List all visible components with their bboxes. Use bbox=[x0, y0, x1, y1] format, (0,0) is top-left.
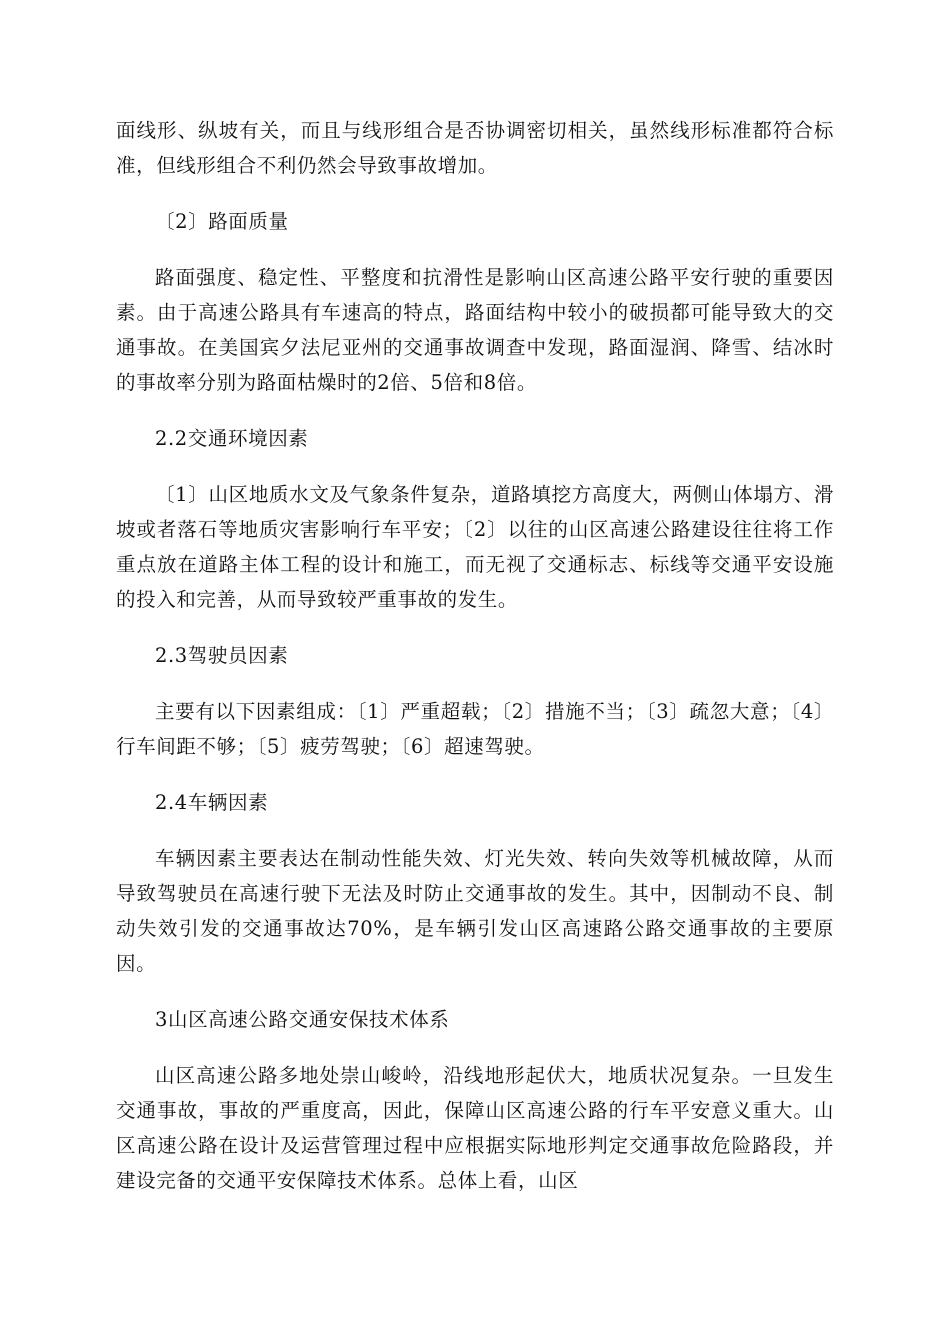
section-heading-safety-system: 3山区高速公路交通安保技术体系 bbox=[155, 1008, 450, 1031]
paragraph-traffic-environment: 〔1〕山区地质水文及气象条件复杂，道路填挖方高度大，两侧山体塌方、滑坡或者落石等地质灾害影响行车平安；〔2〕以往的山区高速公路建设往往将工作重点放在道路主体工程的设计和施工，而无视了交通标志、标线等交通平安设施的投入和完善，从而导致较严重事故的发生。 bbox=[116, 483, 834, 611]
paragraph-safety-system: 山区高速公路多地处崇山峻岭，沿线地形起伏大，地质状况复杂。一旦发生交通事故，事故的严重度高，因此，保障山区高速公路的行车平安意义重大。山区高速公路在设计及运营管理过程中应根据实际地形判定交通事故危险路段，并建设完备的交通平安保障技术体系。总体上看，山区 bbox=[116, 1064, 834, 1192]
paragraph-pavement-quality: 路面强度、稳定性、平整度和抗滑性是影响山区高速公路平安行驶的重要因素。由于高速公路具有车速高的特点，路面结构中较小的破损都可能导致大的交通事故。在美国宾夕法尼亚州的交通事故调查中发现，路面湿润、降雪、结冰时的事故率分别为路面枯燥时的2倍、5倍和8倍。 bbox=[116, 266, 834, 394]
paragraph-vehicle-factors: 车辆因素主要表达在制动性能失效、灯光失效、转向失效等机械故障，从而导致驾驶员在高速行驶下无法及时防止交通事故的发生。其中，因制动不良、制动失效引发的交通事故达70%，是车辆引发山区高速路公路交通事故的主要原因。 bbox=[116, 847, 834, 975]
document-body bbox=[116, 113, 834, 1198]
section-heading-vehicle-factors: 2.4车辆因素 bbox=[155, 791, 269, 814]
section-heading-traffic-environment: 2.2交通环境因素 bbox=[155, 427, 309, 450]
section-heading-driver-factors: 2.3驾驶员因素 bbox=[155, 644, 289, 667]
section-heading-pavement-quality: 〔2〕路面质量 bbox=[155, 210, 289, 233]
paragraph-continuation: 面线形、纵坡有关，而且与线形组合是否协调密切相关，虽然线形标准都符合标准，但线形组合不利仍然会导致事故增加。 bbox=[116, 119, 834, 177]
paragraph-driver-factors: 主要有以下因素组成：〔1〕严重超载；〔2〕措施不当；〔3〕疏忽大意；〔4〕行车间距不够；〔5〕疲劳驾驶；〔6〕超速驾驶。 bbox=[116, 700, 834, 758]
